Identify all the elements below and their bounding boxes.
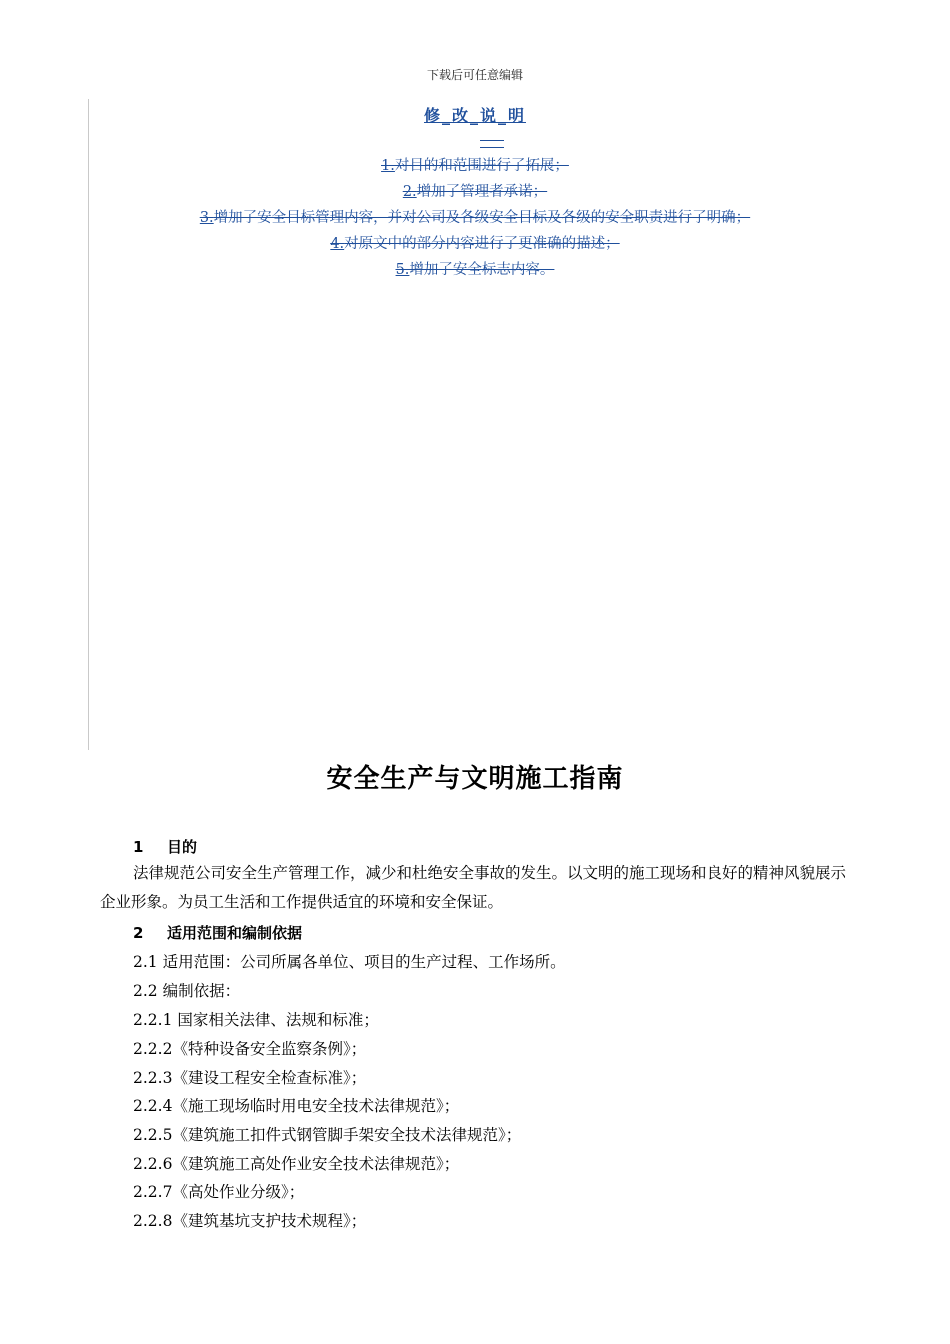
body-line: 2.2.2《特种设备安全监察条例》； bbox=[133, 1040, 367, 1058]
body-line: 2.2.4《施工现场临时用电安全技术法律规范》； bbox=[133, 1097, 460, 1115]
section-number: 2 bbox=[133, 924, 144, 942]
revision-mark bbox=[480, 140, 504, 148]
revision-item-number: 3. bbox=[199, 210, 214, 226]
revision-item-text: 增加了安全标志内容。 bbox=[409, 262, 555, 278]
revision-item bbox=[0, 257, 950, 283]
revision-item-text: 对目的和范围进行了拓展； bbox=[394, 158, 569, 174]
revision-item-number: 1. bbox=[381, 158, 395, 174]
revision-item-text: 对原文中的部分内容进行了更准确的描述； bbox=[344, 236, 620, 252]
document-title: 安全生产与文明施工指南 bbox=[326, 764, 624, 794]
body-line: 2.2.6《建筑施工高处作业安全技术法律规范》； bbox=[133, 1155, 460, 1173]
revision-item bbox=[0, 179, 950, 205]
body-line: 2.1 适用范围：公司所属各单位、项目的生产过程、工作场所。 bbox=[133, 953, 566, 971]
revision-item-text: 增加了安全目标管理内容，并对公司及各级安全目标及各级的安全职责进行了明确； bbox=[213, 210, 751, 226]
section-paragraph: 法律规范公司安全生产管理工作，减少和杜绝安全事故的发生。以文明的施工现场和良好的精神风貌展示企业形象。为员工生活和工作提供适宜的环境和安全保证。 bbox=[100, 864, 847, 911]
revision-item-number: 4. bbox=[330, 236, 345, 252]
body-line: 2.2.5《建筑施工扣件式钢管脚手架安全技术法律规范》； bbox=[133, 1126, 522, 1144]
revision-item-number: 5. bbox=[395, 262, 410, 278]
section-heading bbox=[133, 922, 302, 943]
body-line: 2.2.3《建设工程安全检查标准》； bbox=[133, 1069, 367, 1087]
revision-item bbox=[0, 231, 950, 257]
revision-item-number: 2. bbox=[402, 184, 417, 200]
header-note: 下载后可任意编辑 bbox=[426, 68, 523, 82]
revision-item-text: 增加了管理者承诺； bbox=[416, 184, 548, 200]
section-heading bbox=[133, 836, 197, 857]
body-line: 2.2 编制依据： bbox=[133, 982, 241, 1000]
body-line: 2.2.7《高处作业分级》； bbox=[133, 1183, 305, 1201]
revision-item bbox=[0, 153, 950, 179]
section-number: 1 bbox=[133, 838, 144, 856]
section-title: 目的 bbox=[167, 838, 198, 856]
revision-item bbox=[0, 205, 950, 231]
revision-list bbox=[0, 153, 950, 283]
body-line: 2.2.1 国家相关法律、法规和标准； bbox=[133, 1011, 379, 1029]
section-title: 适用范围和编制依据 bbox=[167, 924, 303, 942]
revision-title: 修_改_说_明 bbox=[423, 106, 526, 125]
body-line: 2.2.8《建筑基坑支护技术规程》； bbox=[133, 1212, 367, 1230]
